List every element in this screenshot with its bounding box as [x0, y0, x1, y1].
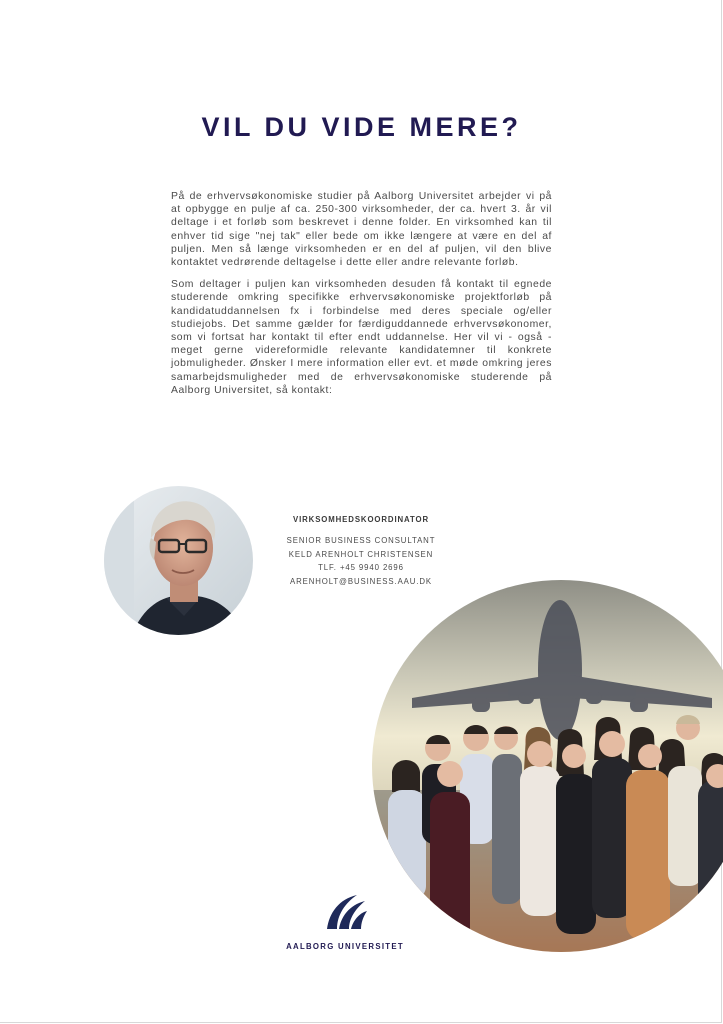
contact-phone[interactable]: TLF. +45 9940 2696	[318, 563, 404, 573]
contact-email[interactable]: ARENHOLT@BUSINESS.AAU.DK	[289, 576, 433, 586]
contact-block	[268, 515, 454, 588]
contact-name: KELD ARENHOLT CHRISTENSEN	[288, 549, 434, 559]
contact-role: VIRKSOMHEDSKOORDINATOR	[292, 515, 430, 524]
paragraph-contact-intro: Som deltager i puljen kan virksomheden desuden få kontakt til egnede studerende omkring specifikke erhvervsøkonomiske projektforløb på kandidatuddannelsen fx i forbindelse med deres speciale og/eller studiejobs. Det samme gælder for færdiguddannede erhvervsøkonomer, som vi fortsat har kontakt til efter endt uddannelse. Her vil vi - også - meget gerne videreformidle relevante kandidatemner til konkrete jobmuligheder. Ønsker I mere information eller evt. et møde omkring jeres samarbejdsmuligheder med de erhvervsøkonomiske studerende på Aalborg Universitet, så kontakt:	[171, 279, 552, 396]
page-title: VIL DU VIDE MERE?	[201, 112, 522, 142]
contact-position: SENIOR BUSINESS CONSULTANT	[286, 536, 436, 545]
contact-portrait	[104, 486, 253, 635]
paragraph-pool: På de erhvervsøkonomiske studier på Aalborg Universitet arbejder vi på at opbygge en pulje af ca. 250-300 virksomheder, der ca. hvert 3. år vil deltage i et forløb som beskrevet i denne folder. En virksomhed kan til enhver tid sige "nej tak" eller bede om ikke længere at være en del af puljen. Men så længe virksomheden er en del af puljen, vil den blive kontaktet vedrørende deltagelse i dette eller andre relevante forløb.	[171, 191, 552, 269]
aau-wave-icon	[323, 893, 367, 931]
aau-logo-text: AALBORG UNIVERSITET	[286, 942, 404, 951]
body-text	[171, 190, 552, 406]
aau-logo	[270, 893, 420, 951]
